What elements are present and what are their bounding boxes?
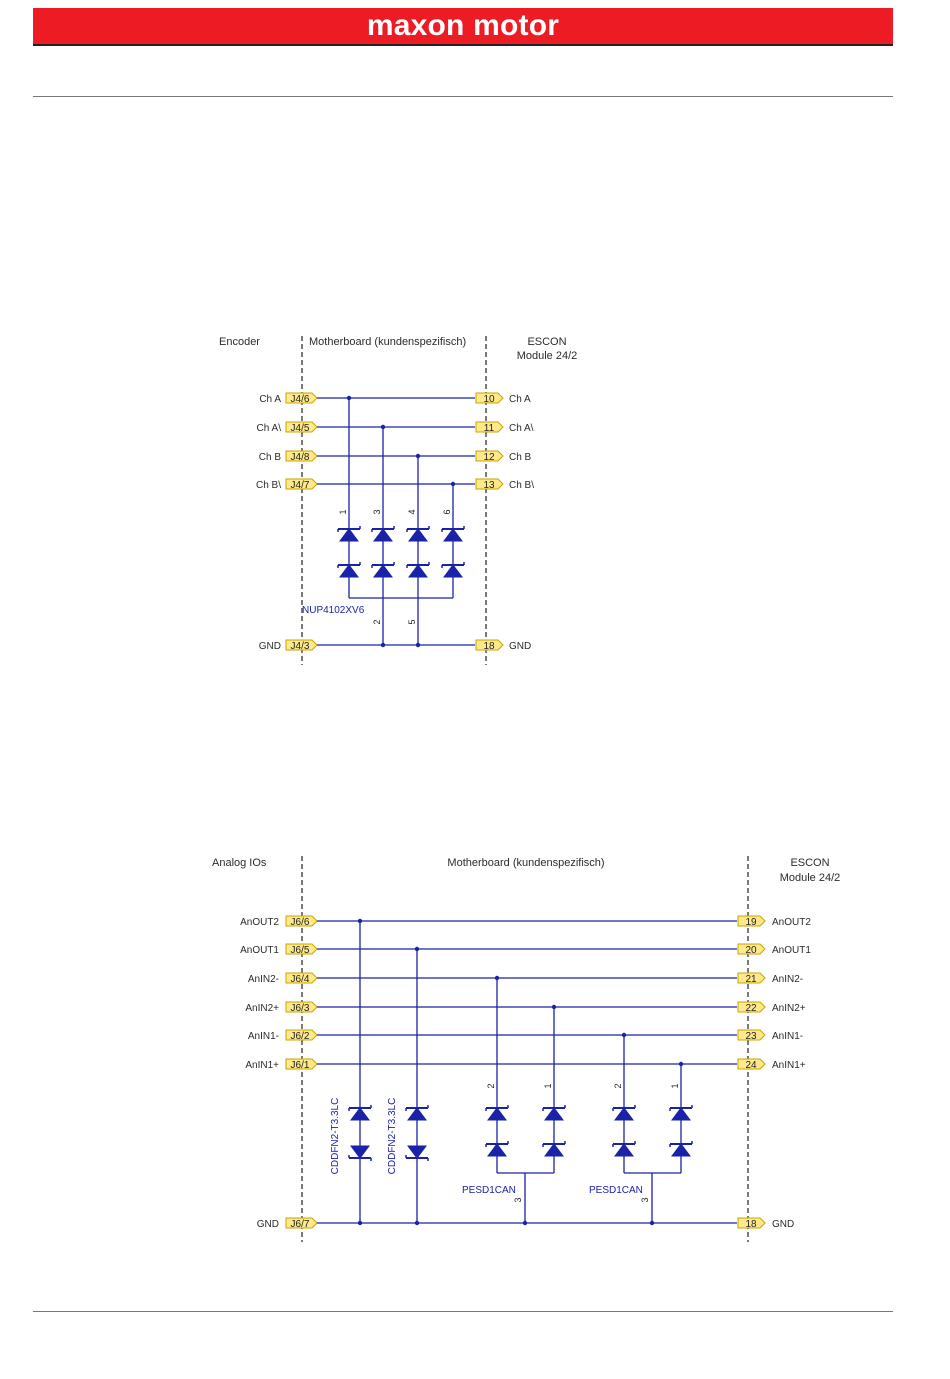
diode-symbol — [409, 529, 427, 541]
connector-pin-label: J4/8 — [290, 452, 310, 463]
diode-symbol — [545, 1108, 563, 1120]
signal-label-right: GND — [772, 1219, 795, 1230]
signal-label-right: AnIN1- — [772, 1031, 804, 1042]
signal-label-left: AnIN2+ — [245, 1003, 279, 1014]
connector-pin-label: J6/4 — [290, 974, 310, 985]
signal-label-left: Ch B\ — [255, 480, 281, 491]
diode-symbol — [672, 1144, 690, 1156]
pin-number: 1 — [670, 1083, 680, 1089]
signal-label-right: Ch A — [509, 394, 531, 405]
diode-symbol — [340, 565, 358, 577]
connector-pin-label: 24 — [745, 1060, 757, 1071]
connector-pin-label: J6/6 — [290, 917, 310, 928]
pin-number: 3 — [513, 1197, 523, 1203]
component-label-pesd1can: PESD1CAN — [589, 1185, 643, 1196]
signal-label-left: GND — [256, 1219, 279, 1230]
diode-symbol — [615, 1144, 633, 1156]
diode-symbol — [374, 565, 392, 577]
motherboard-header: Motherboard (kundenspezifisch) — [309, 336, 467, 348]
encoder-header: Encoder — [219, 336, 260, 348]
connector-pin-label: 22 — [745, 1003, 757, 1014]
junction-dot — [416, 643, 420, 647]
pin-number: 2 — [372, 619, 382, 625]
junction-dot — [415, 1221, 419, 1225]
escon-header: ESCON — [790, 857, 830, 869]
connector-pin-label: 20 — [745, 945, 757, 956]
connector-pin-label: J6/7 — [290, 1219, 310, 1230]
junction-dot — [650, 1221, 654, 1225]
connector-pin-label: J6/5 — [290, 945, 310, 956]
pin-number: 2 — [486, 1083, 496, 1089]
connector-pin-label: 18 — [483, 641, 495, 652]
junction-dot — [358, 1221, 362, 1225]
escon-module-header: Module 24/2 — [779, 872, 841, 884]
connector-pin-label: J6/2 — [290, 1031, 310, 1042]
component-label-cddfn2: CDDFN2-T3.3LC — [387, 1097, 398, 1175]
component-label-nup4102: NUP4102XV6 — [302, 605, 365, 616]
signal-label-right: AnIN2+ — [772, 1003, 806, 1014]
signal-label-left: AnOUT1 — [240, 945, 279, 956]
connector-pin-label: J6/3 — [290, 1003, 310, 1014]
diode-symbol — [374, 529, 392, 541]
signal-label-left: AnIN1- — [247, 1031, 279, 1042]
signal-label-left: Ch B — [258, 452, 281, 463]
pin-number: 4 — [407, 509, 417, 515]
connector-pin-label: J4/6 — [290, 394, 310, 405]
signal-label-right: AnOUT2 — [772, 917, 811, 928]
connector-pin-label: 10 — [483, 394, 495, 405]
connector-pin-label: 12 — [483, 452, 495, 463]
pin-number: 2 — [613, 1083, 623, 1089]
signal-label-left: AnIN1+ — [245, 1060, 279, 1071]
pin-number: 1 — [543, 1083, 553, 1089]
pin-number: 3 — [372, 509, 382, 515]
signal-label-right: Ch A\ — [509, 423, 534, 434]
diode-symbol — [351, 1146, 369, 1158]
diode-symbol — [672, 1108, 690, 1120]
escon-header: ESCON — [527, 336, 567, 348]
diode-symbol — [444, 529, 462, 541]
component-label-cddfn2: CDDFN2-T3.3LC — [330, 1097, 341, 1175]
pin-number: 6 — [442, 509, 452, 515]
junction-dot — [523, 1221, 527, 1225]
connector-pin-label: J4/7 — [290, 480, 310, 491]
signal-label-left: AnOUT2 — [240, 917, 279, 928]
junction-dot — [381, 643, 385, 647]
diode-symbol — [488, 1144, 506, 1156]
pin-number: 5 — [407, 619, 417, 625]
escon-module-header: Module 24/2 — [516, 350, 578, 362]
signal-label-right: AnIN2- — [772, 974, 804, 985]
motherboard-header: Motherboard (kundenspezifisch) — [447, 857, 605, 869]
connector-pin-label: 21 — [745, 974, 757, 985]
connector-pin-label: 11 — [483, 423, 495, 434]
connector-pin-label: 19 — [745, 917, 757, 928]
signal-label-right: AnIN1+ — [772, 1060, 806, 1071]
analog-ios-header: Analog IOs — [212, 857, 267, 869]
signal-label-right: AnOUT1 — [772, 945, 811, 956]
connector-pin-label: 18 — [745, 1219, 757, 1230]
connector-pin-label: J4/3 — [290, 641, 310, 652]
pin-number: 1 — [338, 509, 348, 515]
signal-label-left: AnIN2- — [247, 974, 279, 985]
connector-pin-label: J6/1 — [290, 1060, 310, 1071]
diode-symbol — [444, 565, 462, 577]
diode-symbol — [409, 565, 427, 577]
diode-symbol — [488, 1108, 506, 1120]
signal-label-right: Ch B\ — [509, 480, 535, 491]
signal-label-left: GND — [258, 641, 281, 652]
diode-symbol — [340, 529, 358, 541]
signal-label-right: GND — [509, 641, 532, 652]
connector-pin-label: 13 — [483, 480, 495, 491]
diode-symbol — [408, 1108, 426, 1120]
brand-logo-text: maxon motor — [366, 9, 560, 42]
signal-label-right: Ch B — [509, 452, 532, 463]
connector-pin-label: J4/5 — [290, 423, 310, 434]
diode-symbol — [351, 1108, 369, 1120]
connector-pin-label: 23 — [745, 1031, 757, 1042]
signal-label-left: Ch A\ — [256, 423, 281, 434]
pin-number: 3 — [640, 1197, 650, 1203]
diode-symbol — [615, 1108, 633, 1120]
diode-symbol — [545, 1144, 563, 1156]
component-label-pesd1can: PESD1CAN — [462, 1185, 516, 1196]
signal-label-left: Ch A — [259, 394, 281, 405]
diode-symbol — [408, 1146, 426, 1158]
